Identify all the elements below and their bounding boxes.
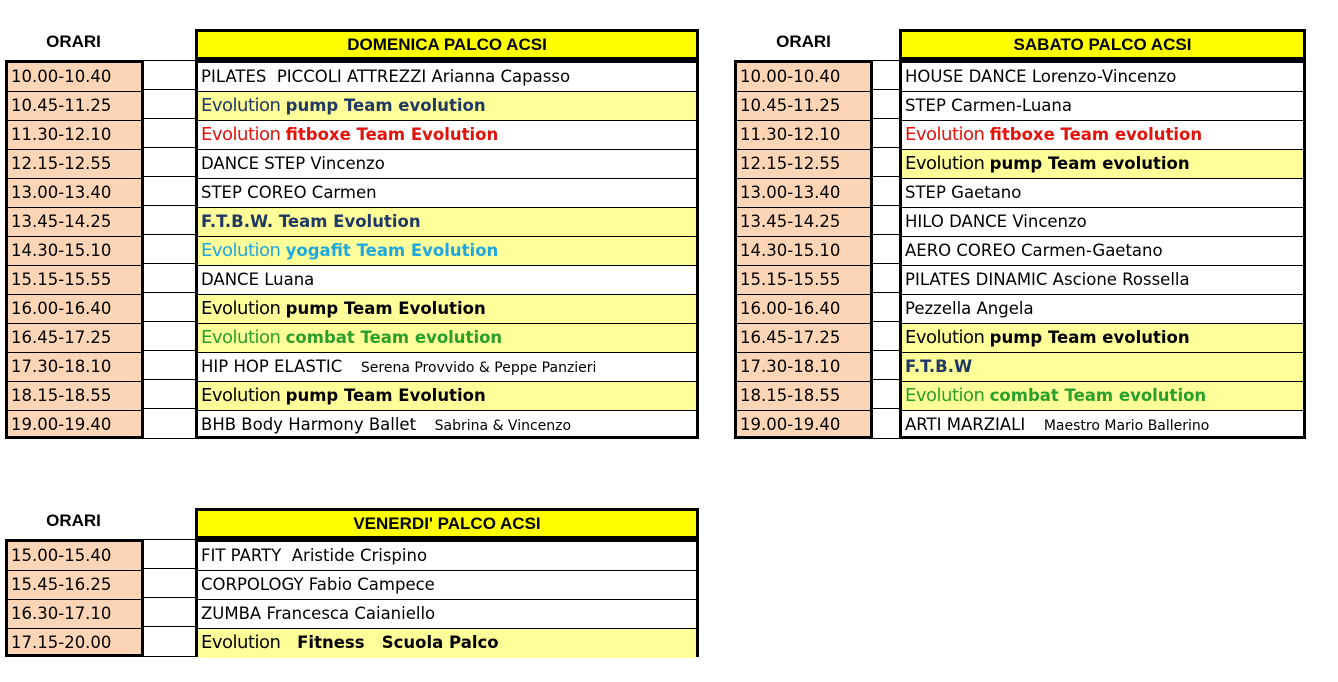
activity-name: HOUSE DANCE Lorenzo-Vincenzo (905, 67, 1177, 86)
evolution-brand: Evolution (201, 240, 286, 261)
spacer-cell (144, 235, 195, 264)
sabato-spacer-column (873, 60, 899, 439)
venerdi-time-column (5, 539, 144, 657)
time-slot: 17.15-20.00 (11, 633, 112, 652)
activity-name: Pezzella Angela (905, 299, 1034, 318)
time-slot: 13.45-14.25 (737, 208, 870, 237)
evolution-brand: Evolution (201, 124, 286, 145)
domenica-title: DOMENICA PALCO ACSI (195, 29, 699, 60)
spacer-cell (873, 90, 899, 119)
team-name: Team evolution (1060, 125, 1203, 144)
time-slot: 10.45-11.25 (737, 92, 870, 121)
activity-name: HIP HOP ELASTIC (201, 357, 348, 376)
activity-cell (198, 179, 696, 208)
sabato-activity-column (899, 60, 1306, 439)
time-slot: 11.30-12.10 (8, 121, 141, 150)
activity-cell (198, 382, 696, 411)
activity-cell (198, 63, 696, 92)
time-slot: 13.00-13.40 (8, 179, 141, 208)
time-slot: 10.00-10.40 (737, 63, 870, 92)
program-name: yogafit (285, 241, 357, 260)
activity-name: DANCE Luana (201, 270, 315, 289)
activity-name: PILATES PICCOLI ATTREZZI Arianna Capasso (201, 67, 571, 86)
program-name: combat (285, 328, 361, 347)
activity-cell (198, 571, 696, 600)
activity-cell (198, 92, 696, 121)
instructor-name: Serena Provvido & Peppe Panzieri (347, 360, 597, 376)
activity-cell (198, 353, 696, 382)
domenica-activity-column (195, 60, 699, 439)
spacer-cell (144, 148, 195, 177)
time-slot: 16.30-17.10 (8, 600, 141, 629)
time-slot: 19.00-19.40 (11, 415, 112, 434)
activity-name: STEP Gaetano (905, 183, 1022, 202)
activity-cell (198, 324, 696, 353)
activity-cell (198, 208, 696, 237)
program-name: pump (285, 96, 344, 115)
activity-cell (902, 63, 1303, 92)
team-name: Team evolution (1047, 328, 1190, 347)
activity-cell (902, 266, 1303, 295)
evolution-brand: Evolution (201, 632, 286, 653)
instructor-name: Maestro Mario Ballerino (1030, 418, 1210, 434)
spacer-cell (873, 322, 899, 351)
sabato-time-column (734, 60, 873, 439)
activity-cell (902, 295, 1303, 324)
time-slot: 18.15-18.55 (737, 382, 870, 411)
activity-cell (902, 382, 1303, 411)
time-slot: 19.00-19.40 (740, 415, 841, 434)
time-slot: 15.15-15.55 (8, 266, 141, 295)
program-name: pump (285, 386, 344, 405)
spacer-cell (873, 61, 899, 90)
program-name: fitboxe (989, 125, 1061, 144)
evolution-brand: Evolution (201, 327, 286, 348)
spacer-cell (144, 322, 195, 351)
venerdi-activity-column (195, 539, 699, 657)
spacer-cell (873, 148, 899, 177)
time-slot: 11.30-12.10 (737, 121, 870, 150)
sabato-title: SABATO PALCO ACSI (899, 29, 1306, 60)
activity-cell (902, 121, 1303, 150)
activity-cell (902, 150, 1303, 179)
spacer-cell (144, 264, 195, 293)
orari-header: ORARI (46, 511, 101, 530)
program-name: pump (285, 299, 344, 318)
team-name: Team Evolution (356, 125, 499, 144)
activity-cell (198, 266, 696, 295)
activity-cell (198, 411, 696, 440)
activity-cell (198, 629, 696, 658)
time-slot: 13.45-14.25 (8, 208, 141, 237)
activity-name: ARTI MARZIALI (905, 415, 1031, 434)
program-name: fitboxe (285, 125, 357, 144)
program-name: combat (989, 386, 1065, 405)
evolution-brand: Evolution (201, 95, 286, 116)
program-name: pump (989, 154, 1048, 173)
activity-cell (902, 324, 1303, 353)
time-slot: 17.30-18.10 (8, 353, 141, 382)
spacer-cell (144, 177, 195, 206)
activity-cell (902, 179, 1303, 208)
spacer-cell (144, 90, 195, 119)
activity-cell (198, 121, 696, 150)
activity-cell (902, 353, 1303, 382)
time-slot: 12.15-12.55 (8, 150, 141, 179)
evolution-brand: Evolution (905, 124, 990, 145)
program-name: pump (989, 328, 1048, 347)
time-slot: 16.45-17.25 (737, 324, 870, 353)
activity-cell (902, 411, 1303, 440)
spacer-cell (144, 293, 195, 322)
time-slot: 17.30-18.10 (737, 353, 870, 382)
venerdi-title: VENERDI' PALCO ACSI (195, 508, 699, 539)
spacer-cell (873, 351, 899, 380)
team-name: Team Evolution (356, 241, 499, 260)
team-name: Team evolution (360, 328, 503, 347)
domenica-time-column (5, 60, 144, 439)
time-slot: 16.45-17.25 (8, 324, 141, 353)
activity-cell (902, 237, 1303, 266)
team-name: Team evolution (1047, 154, 1190, 173)
evolution-brand: Evolution (905, 385, 990, 406)
spacer-cell (873, 380, 899, 409)
spacer-cell (144, 598, 195, 627)
team-name: Team Evolution (343, 299, 486, 318)
activity-cell (198, 542, 696, 571)
spacer-cell (873, 293, 899, 322)
time-slot: 10.00-10.40 (8, 63, 141, 92)
activity-name: FIT PARTY Aristide Crispino (201, 546, 428, 565)
time-slot: 13.00-13.40 (737, 179, 870, 208)
team-name: Fitness Scuola Palco (285, 633, 499, 652)
spacer-cell (873, 177, 899, 206)
time-slot: 18.15-18.55 (8, 382, 141, 411)
activity-cell (198, 237, 696, 266)
spacer-cell (873, 235, 899, 264)
activity-name: ZUMBA Francesca Caianiello (201, 604, 436, 623)
time-slot: 16.00-16.40 (737, 295, 870, 324)
spacer-cell (144, 119, 195, 148)
time-slot: 14.30-15.10 (737, 237, 870, 266)
team-name: Team Evolution (343, 386, 486, 405)
time-slot: 16.00-16.40 (8, 295, 141, 324)
activity-name: BHB Body Harmony Ballet (201, 415, 422, 434)
activity-name: PILATES DINAMIC Ascione Rossella (905, 270, 1190, 289)
spacer-cell (144, 61, 195, 90)
team-name: Team evolution (1064, 386, 1207, 405)
spacer-cell (873, 119, 899, 148)
activity-cell (902, 208, 1303, 237)
time-slot: 14.30-15.10 (8, 237, 141, 266)
time-slot: 15.00-15.40 (8, 542, 141, 571)
activity-cell (198, 600, 696, 629)
activity-name: STEP Carmen-Luana (905, 96, 1072, 115)
time-slot: 15.45-16.25 (8, 571, 141, 600)
orari-header: ORARI (776, 32, 831, 51)
team-name: F.T.B.W (905, 357, 973, 376)
orari-header: ORARI (46, 32, 101, 51)
activity-name: STEP COREO Carmen (201, 183, 377, 202)
time-slot: 12.15-12.55 (737, 150, 870, 179)
activity-name: HILO DANCE Vincenzo (905, 212, 1087, 231)
domenica-spacer-column (144, 60, 195, 439)
activity-name: DANCE STEP Vincenzo (201, 154, 385, 173)
time-slot: 15.15-15.55 (737, 266, 870, 295)
activity-name: AERO COREO Carmen-Gaetano (905, 241, 1163, 260)
evolution-brand: Evolution (201, 298, 286, 319)
activity-cell (198, 295, 696, 324)
spacer-cell (144, 409, 195, 438)
instructor-name: Sabrina & Vincenzo (421, 418, 572, 434)
evolution-brand: Evolution (905, 327, 990, 348)
activity-cell (198, 150, 696, 179)
activity-cell (902, 92, 1303, 121)
team-name: F.T.B.W. Team Evolution (201, 212, 421, 231)
spacer-cell (144, 540, 195, 569)
time-slot: 10.45-11.25 (8, 92, 141, 121)
spacer-cell (144, 569, 195, 598)
spacer-cell (144, 380, 195, 409)
spacer-cell (144, 627, 195, 656)
spacer-cell (873, 409, 899, 438)
evolution-brand: Evolution (201, 385, 286, 406)
spacer-cell (144, 351, 195, 380)
spacer-cell (873, 264, 899, 293)
evolution-brand: Evolution (905, 153, 990, 174)
spacer-cell (144, 206, 195, 235)
venerdi-spacer-column (144, 539, 195, 657)
spacer-cell (873, 206, 899, 235)
activity-name: CORPOLOGY Fabio Campece (201, 575, 435, 594)
team-name: Team evolution (343, 96, 486, 115)
